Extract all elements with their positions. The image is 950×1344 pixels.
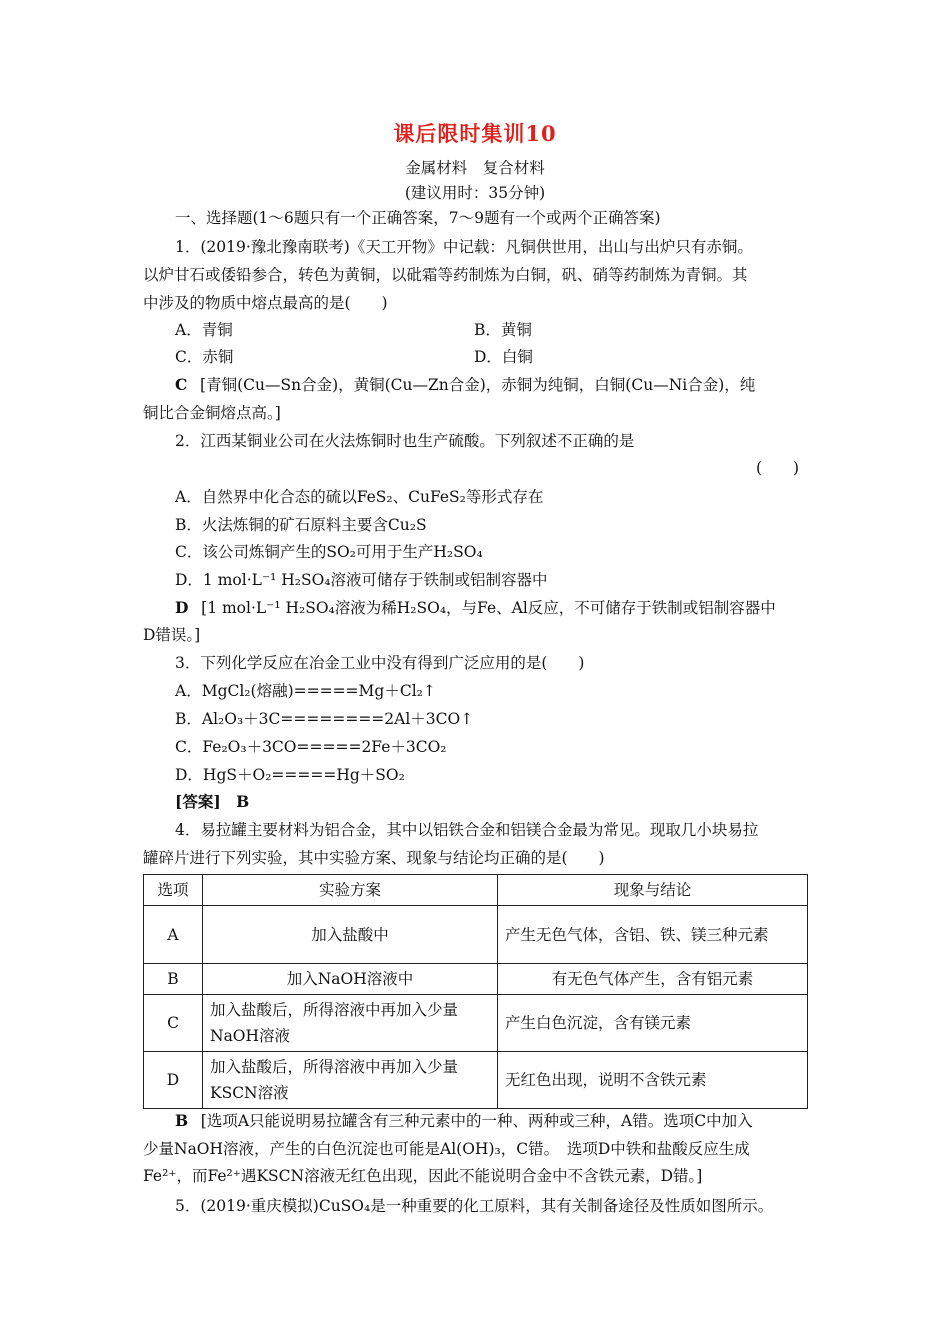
q3-option-c: C．Fe₂O₃＋3CO=====2Fe＋3CO₂ [175, 738, 447, 756]
table-row [144, 906, 808, 964]
q2-answer [175, 598, 776, 618]
q2-answer-line2: D错误。] [143, 626, 201, 644]
q1-answer [175, 375, 755, 395]
table-cell: 加入盐酸中 [203, 906, 498, 964]
table-cell: C [144, 995, 203, 1052]
q5-stem: 5．(2019·重庆模拟)CuSO₄是一种重要的化工原料，其有关制备途径及性质如图所示。 [175, 1197, 774, 1215]
table-cell: 加入盐酸后，所得溶液中再加入少量NaOH溶液 [203, 995, 498, 1052]
table-cell: A [144, 906, 203, 964]
q4-stem-line1: 4．易拉罐主要材料为铝合金，其中以铝铁合金和铝镁合金最为常见。现取几小块易拉 [175, 821, 759, 839]
q2-option-a: A．自然界中化合态的硫以FeS₂、CuFeS₂等形式存在 [175, 488, 544, 506]
q3-option-a: A．MgCl₂(熔融)=====Mg＋Cl₂↑ [175, 682, 436, 700]
q4-answer-line3: Fe²⁺，而Fe²⁺遇KSCN溶液无红色出现，因此不能说明合金中不含铁元素，D错。] [143, 1167, 703, 1185]
experiment-table [143, 874, 808, 1109]
q1-answer-letter: C [175, 375, 188, 394]
q4-answer-explanation: [选项A只能说明易拉罐含有三种元素中的一种、两种或三种，A错。选项C中加入 [200, 1112, 753, 1130]
table-row [144, 1052, 808, 1109]
table-cell: 无红色出现，说明不含铁元素 [498, 1052, 808, 1109]
q3-stem: 3．下列化学反应在冶金工业中没有得到广泛应用的是( ) [175, 654, 585, 672]
table-header-cell: 选项 [144, 875, 203, 906]
table-header-cell: 现象与结论 [498, 875, 808, 906]
table-cell: 加入NaOH溶液中 [203, 964, 498, 995]
q4-answer-line2: 少量NaOH溶液，产生的白色沉淀也可能是Al(OH)₃，C错。 选项D中铁和盐酸反应生成 [143, 1140, 750, 1158]
table-cell: B [144, 964, 203, 995]
q2-option-b: B．火法炼铜的矿石原料主要含Cu₂S [175, 516, 427, 534]
table-row [144, 995, 808, 1052]
q2-answer-paren: ( ) [756, 459, 800, 477]
q2-option-c: C．该公司炼铜产生的SO₂可用于生产H₂SO₄ [175, 543, 483, 561]
page-subtitle: 金属材料 复合材料 [405, 159, 545, 177]
q2-option-d: D．1 mol·L⁻¹ H₂SO₄溶液可储存于铁制或铝制容器中 [175, 571, 548, 589]
q2-answer-letter: D [175, 598, 189, 617]
section-heading: 一、选择题(1～6题只有一个正确答案，7～9题有一个或两个正确答案) [175, 209, 661, 227]
table-cell: 产生白色沉淀，含有镁元素 [498, 995, 808, 1052]
table-cell: 加入盐酸后，所得溶液中再加入少量KSCN溶液 [203, 1052, 498, 1109]
q2-stem: 2．江西某铜业公司在火法炼铜时也生产硫酸。下列叙述不正确的是 [175, 432, 635, 450]
q1-option-a: A．青铜 [175, 321, 233, 339]
table-cell: 产生无色气体，含铝、铁、镁三种元素 [498, 906, 808, 964]
q4-stem-line2: 罐碎片进行下列实验，其中实验方案、现象与结论均正确的是( ) [143, 849, 605, 867]
q4-answer [175, 1111, 753, 1131]
q1-stem-line2: 以炉甘石或倭铅参合，转色为黄铜，以砒霜等药制炼为白铜，矾、硝等药制炼为青铜。其 [143, 266, 748, 284]
table-cell: D [144, 1052, 203, 1109]
q1-answer-explanation: [青铜(Cu—Sn合金)，黄铜(Cu—Zn合金)，赤铜为纯铜，白铜(Cu—Ni合金)，纯 [200, 376, 756, 394]
table-header-row [144, 875, 808, 906]
q1-answer-line2: 铜比合金铜熔点高。] [143, 404, 281, 422]
time-hint: (建议用时：35分钟) [404, 184, 546, 202]
page-title: 课后限时集训10 [393, 121, 557, 146]
q3-option-b: B．Al₂O₃＋3C========2Al＋3CO↑ [175, 710, 474, 728]
q2-answer-explanation: [1 mol·L⁻¹ H₂SO₄溶液为稀H₂SO₄，与Fe、Al反应，不可储存于铁制或铝制容器中 [201, 599, 776, 617]
q1-stem-line3: 中涉及的物质中熔点最高的是( ) [143, 294, 388, 312]
q1-option-d: D．白铜 [474, 348, 533, 366]
q3-option-d: D．HgS＋O₂=====Hg＋SO₂ [175, 766, 405, 784]
q1-option-c: C．赤铜 [175, 348, 234, 366]
table-row [144, 964, 808, 995]
q3-answer: [答案] B [175, 792, 250, 811]
q1-stem-line1: 1．(2019·豫北豫南联考)《天工开物》中记载：凡铜供世用，出山与出炉只有赤铜。 [175, 238, 753, 256]
table-cell: 有无色气体产生，含有铝元素 [498, 964, 808, 995]
table-header-cell: 实验方案 [203, 875, 498, 906]
q4-answer-letter: B [175, 1111, 189, 1130]
q1-option-b: B．黄铜 [474, 321, 532, 339]
